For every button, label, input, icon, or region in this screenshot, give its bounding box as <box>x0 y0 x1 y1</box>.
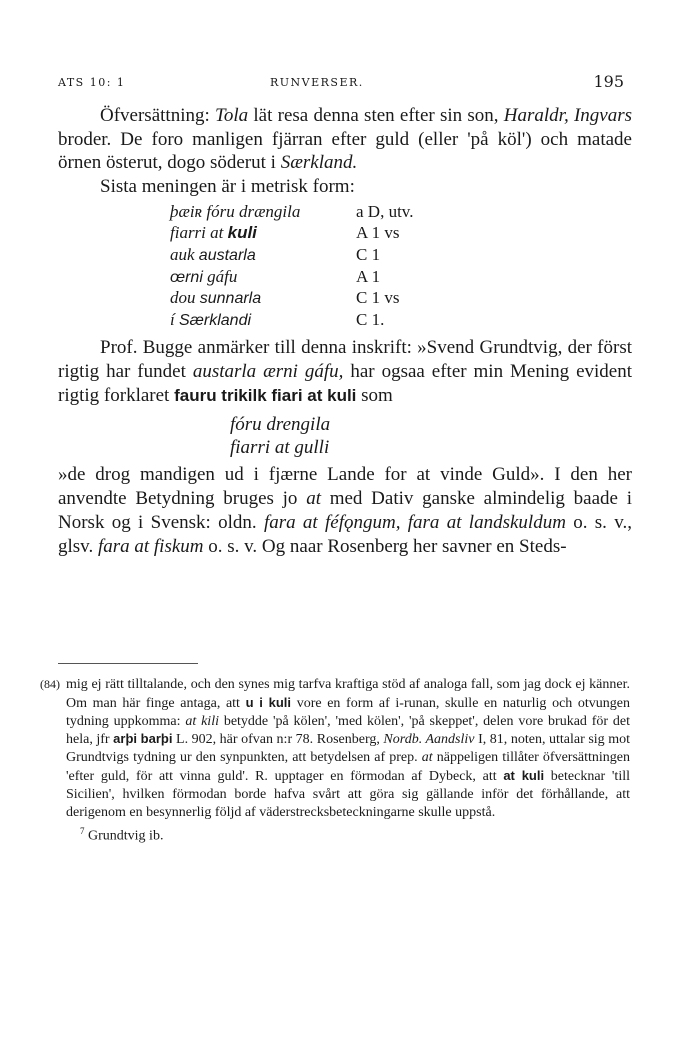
verse-text: þæiʀ fóru drængila <box>170 201 301 221</box>
verse-block <box>170 201 632 331</box>
name-tola: Tola <box>215 105 249 126</box>
danish-text-3: med Dativ ganske almindelig baade i Norsk og i Svensk: oldn. <box>58 488 632 533</box>
verse-line <box>170 201 632 223</box>
verse-word: Særklandi <box>178 311 252 329</box>
quote-line: fiarri at gulli <box>230 437 330 459</box>
verse-meter: A 1 vs <box>356 223 400 243</box>
footnote-text: L. 902, här ofvan n:r 78. Rosenberg, <box>176 732 380 748</box>
translation-paragraph <box>58 104 632 175</box>
footnote-text: I, 81, noten, uttalar sig mot Grundtvigs tydning ur den synpunkten, att betydelsen af prep. <box>66 732 630 766</box>
footnote-text: betydde 'på kölen', 'med kölen', 'på skeppet', delen vore brukad för det hela, jfr <box>66 713 631 748</box>
danish-text-1: »de drog mandigen ud i fjærne Lande for at vinde Guld». <box>58 464 545 486</box>
danish-paragraph <box>58 463 632 558</box>
footnote-84 <box>42 676 630 821</box>
danish-at: at <box>306 488 321 510</box>
verse-meter: A 1 <box>356 266 381 286</box>
bugge-text-1: Prof. Bugge anmärker till denna inskrift: »Svend Grundtvig, der först rigtig har fundet <box>58 337 632 383</box>
verse-word: í <box>170 309 175 329</box>
footnote-7-text: Grundtvig ib. <box>88 829 164 845</box>
name-haraldr: Haraldr, <box>503 105 569 126</box>
verse-line <box>170 266 632 288</box>
footnotes <box>42 676 630 846</box>
danish-fara-2: fara at fiskum <box>97 535 204 557</box>
verse-line <box>170 244 632 266</box>
bugge-text-3: som <box>361 384 393 406</box>
verse-meter: C 1 <box>356 245 381 264</box>
quote-line: fóru drengila <box>230 414 331 436</box>
verse-line <box>170 222 632 244</box>
metric-intro: Sista meningen är i metrisk form: <box>100 176 355 198</box>
header-title: RUNVERSER. <box>270 76 364 89</box>
footnote-text: mig ej rätt tilltalande, och den synes mig tarfva kraftiga stöd af analoga fall, som jag dock ej känner. Om man här finge antaga, att <box>66 677 630 711</box>
verse-word: gáfu <box>207 266 238 286</box>
danish-text-5: o. s. v. Og naar Rosenberg her savner en Steds- <box>208 535 567 557</box>
verse-word: kuli <box>227 223 257 243</box>
footnote-italic: at <box>421 750 433 766</box>
bugge-paragraph <box>58 336 632 407</box>
footnote-bold: u i kuli <box>245 694 292 710</box>
header-signum: ATS 10: 1 <box>58 76 126 89</box>
name-ingvars: Ingvars <box>573 105 633 126</box>
footnote-text: vore en form af i-runan, skulle en naturlig och otvungen tydning uppkomma: <box>66 695 631 729</box>
footnote-divider <box>58 663 198 664</box>
footnote-7 <box>42 823 630 845</box>
verse-meter: C 1. <box>356 309 385 329</box>
footnote-bold: arþi barþi <box>113 731 173 747</box>
translation-text-1: lät resa denna sten efter sin son, <box>253 105 499 126</box>
verse-text <box>170 244 356 266</box>
danish-text-4: o. s. v., glsv. <box>58 511 632 557</box>
verse-line <box>170 287 632 309</box>
footnote-mark: 7 <box>80 826 85 837</box>
main-text <box>58 104 632 558</box>
page-number: 195 <box>593 72 624 91</box>
verse-word: austarla <box>198 247 256 264</box>
footnote-text: betecknar 'till Sicilien', hvilken förmodan borde hafva svårt att göra sig gällande inför det förhållande, att derigenom en besynnerlig följd af väderstrecksbeteckningarne skulle uppstå. <box>66 768 630 820</box>
place-saerkland: Særkland. <box>280 152 358 174</box>
danish-text-2: I den her anvendte Betydning bruges jo <box>58 464 632 510</box>
verse-word: fiarri at <box>170 223 224 243</box>
footnote-bold: at kuli <box>503 767 545 783</box>
quoted-verse <box>230 413 632 459</box>
running-header <box>58 72 624 96</box>
footnote-text: näppeligen tillåter öfversättningen 'efter guld, för att vinna guld'. R. upptager en förmodan af Dybeck, att <box>66 750 631 784</box>
verse-meter: a D, utv. <box>356 201 414 221</box>
verse-word: sunnarla <box>199 290 262 308</box>
verse-word: dou <box>170 288 196 308</box>
verse-word: œrni <box>170 268 203 286</box>
verse-text <box>170 222 356 244</box>
bugge-italic: austarla ærni gáfu, <box>192 361 344 383</box>
runic-transliteration: fauru trikilk fiari at kuli <box>174 385 357 405</box>
verse-word: auk <box>170 245 195 264</box>
translation-text-2: broder. De foro manligen fjärran efter guld (eller 'på köl') och matade örnen österut, dogo söderut i <box>58 128 632 174</box>
verse-text <box>170 266 356 288</box>
footnote-italic: Nordb. Aandsliv <box>383 732 475 748</box>
danish-fara-1: fara at féfǫngum, fara at landskuldum <box>263 511 566 533</box>
verse-line <box>170 309 632 331</box>
verse-meter: C 1 vs <box>356 288 400 308</box>
bugge-text-2: har ogsaa efter min Mening evident rigtig forklaret <box>58 361 632 406</box>
verse-text <box>170 309 356 331</box>
footnote-number: (84) <box>40 677 60 691</box>
translation-label: Öfversättning: <box>100 105 210 126</box>
verse-text <box>170 287 356 309</box>
footnote-italic: at kili <box>185 713 219 729</box>
